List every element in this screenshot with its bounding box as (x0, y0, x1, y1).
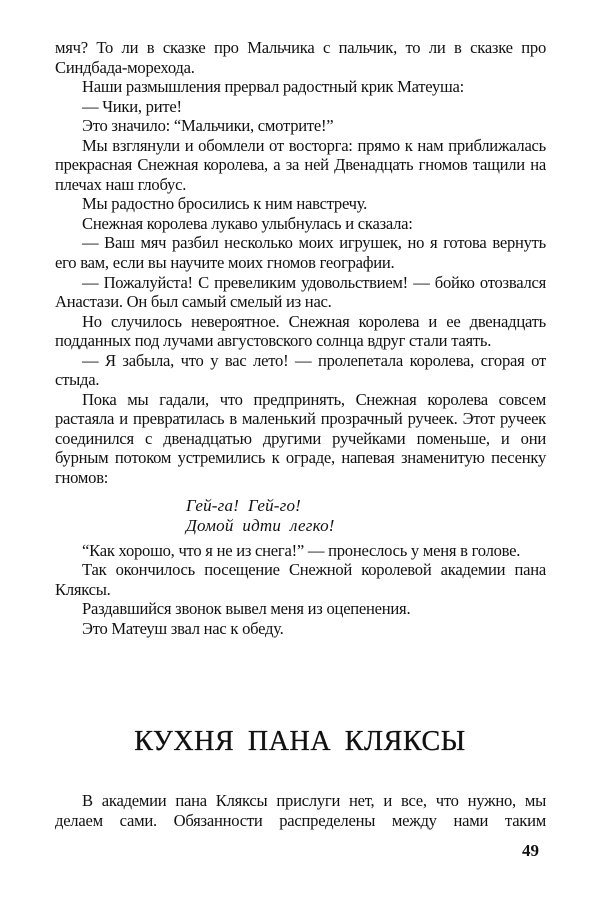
paragraph: — Ваш мяч разбил несколько моих игрушек, но я готова вернуть его вам, если вы научите моих гномов географии. (55, 233, 546, 273)
paragraph: Но случилось невероятное. Снежная королева и ее двенадцать подданных под лучами августовского солнца вдруг стали таять. (55, 311, 546, 351)
poem-line: Домой идти легко! (186, 516, 335, 536)
paragraph: Так окончилось посещение Снежной королевой академии пана Кляксы. (55, 560, 546, 599)
paragraph: — Чики, рите! (82, 96, 182, 116)
paragraph: Пока мы гадали, что предпринять, Снежная королева совсем растаяла и превратилась в маленький прозрачный ручеек. Этот ручеек соединился с двенадцатью другими ручейками поменьше, и они бурным потоком устремились к ограде, напевая знаменитую песенку гномов: (55, 389, 546, 488)
paragraph: В академии пана Кляксы прислуги нет, и все, что нужно, мы делаем сами. Обязанности распределены между нами таким (55, 791, 546, 830)
paragraph: Наши размышления прервал радостный крик Матеуша: (82, 77, 465, 97)
paragraph: — Я забыла, что у вас лето! — пролепетала королева, сгорая от стыда. (55, 350, 546, 390)
chapter-title: КУХНЯ ПАНА КЛЯКСЫ (134, 726, 466, 757)
paragraph: мяч? То ли в сказке про Мальчика с пальчик, то ли в сказке про Синдбада-морехода. (55, 38, 546, 77)
paragraph: “Как хорошо, что я не из снега!” — пронеслось у меня в голове. (82, 540, 521, 560)
paragraph: Это значило: “Мальчики, смотрите!” (82, 116, 334, 136)
page-text-block (55, 38, 546, 638)
paragraph: — Пожалуйста! С превеликим удовольствием! — бойко отозвался Анастази. Он был самый смелый из нас. (55, 272, 546, 312)
paragraph: Снежная королева лукаво улыбнулась и сказала: (82, 213, 413, 233)
paragraph: Это Матеуш звал нас к обеду. (82, 618, 284, 638)
paragraph: Раздавшийся звонок вывел меня из оцепенения. (82, 599, 411, 619)
poem-verse (186, 496, 546, 537)
paragraph: Мы взглянули и обомлели от восторга: прямо к нам приближалась прекрасная Снежная королева, а за ней Двенадцать гномов тащили на плечах наш глобус. (55, 135, 546, 194)
paragraph: Мы радостно бросились к ним навстречу. (82, 194, 368, 214)
poem-line: Гей-га! Гей-го! (186, 495, 302, 515)
chapter-text-block (55, 791, 546, 830)
page-number: 49 (522, 841, 539, 860)
